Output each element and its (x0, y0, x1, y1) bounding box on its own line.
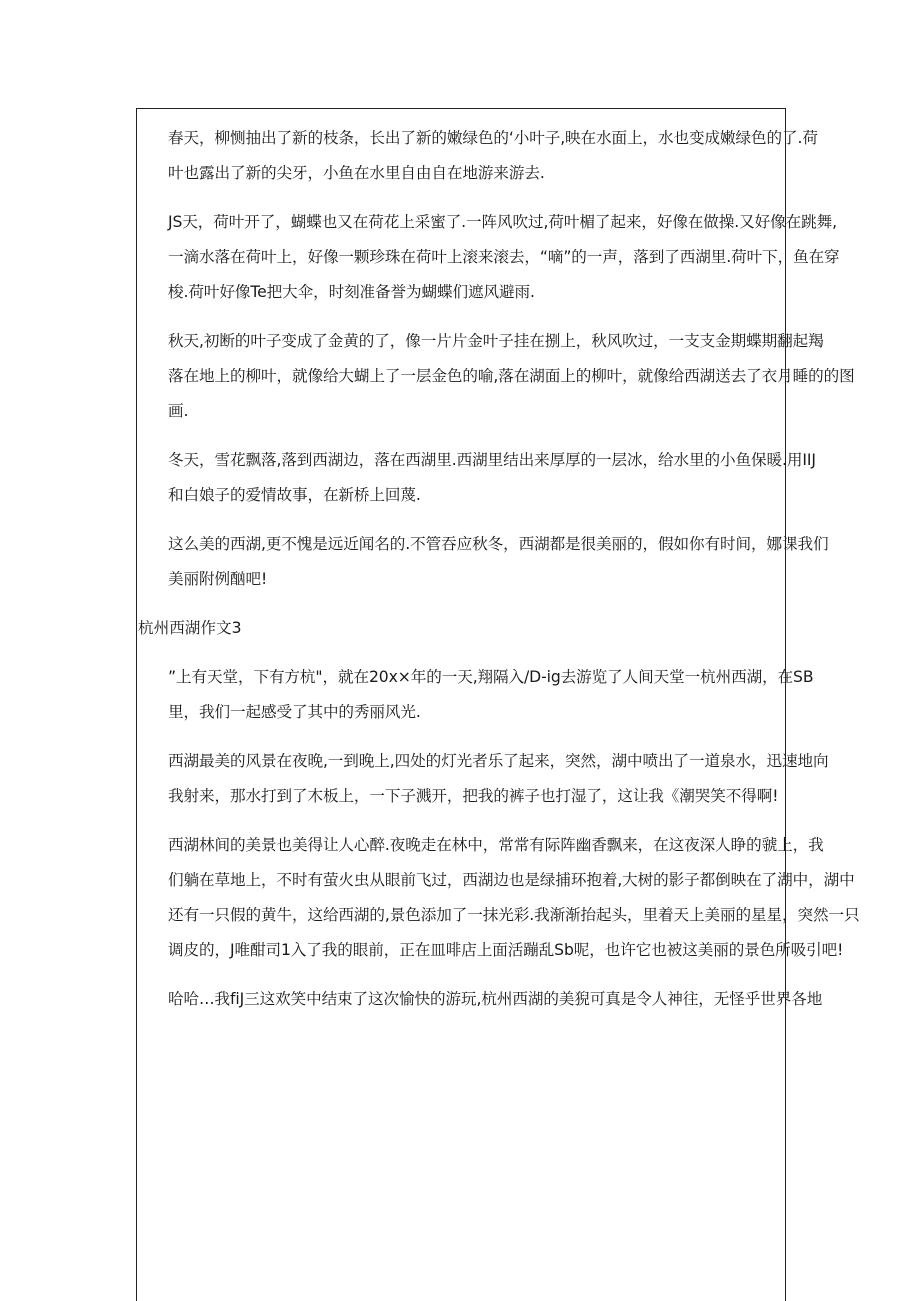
text-line: 还有一只假的黄牛，这给西湖的,景色添加了一抹光彩.我渐渐抬起头，里着天上美丽的星星，突然一只 (168, 906, 860, 924)
text-line: 落在地上的柳叶，就像给大蝴上了一层金色的喻,落在湖面上的柳叶，就像给西湖送去了衣月睡的的图 (168, 367, 855, 385)
text-line: 秋天,初断的叶子变成了金黄的了，像一片片金叶子挂在捌上，秋风吹过，一支支金期蝶期翻起羯 (168, 332, 824, 350)
paragraph-autumn (138, 324, 855, 429)
paragraph-night-fountain (138, 744, 829, 814)
text-line: 西湖林间的美景也美得让人心醉.夜晚走在林中，常常有际阵幽香飘来，在这夜深人睁的虢上，我 (168, 836, 824, 854)
text-line: 冬天，雪花飘落,落到西湖边，落在西湖里.西湖里结出来厚厚的一层冰，给水里的小鱼保暖.用IIJ (168, 451, 816, 469)
text-line: 美丽附例酗吧! (168, 570, 268, 588)
paragraph-forest-night (138, 828, 860, 968)
essay-heading: 杭州西湖作文3 (138, 619, 242, 637)
text-line: 调皮的，J唯酣司1入了我的眼前，正在皿啡店上面活蹦乱Sb呢，也许它也被这美丽的景色所吸引吧! (168, 941, 844, 959)
text-line: ”上有天堂，下有方杭"，就在20x×年的一天,翔隔入/D-ig去游览了人间天堂一杭州西湖，在SB (168, 668, 814, 686)
paragraph-summer (138, 205, 840, 310)
text-line: JS天，荷叶开了，蝴蝶也又在荷花上采蜜了.一阵风吹过,荷叶楣了起来，好像在做操.又好像在跳舞, (168, 213, 837, 231)
text-line: 这么美的西湖,更不愧是远近闻名的.不管吞应秋冬，西湖都是很美丽的，假如你有时间，娜课我们 (168, 535, 829, 553)
text-line: 叶也露出了新的尖牙，小鱼在水里自由自在地游来游去. (168, 164, 545, 182)
text-line: 们躺在草地上，不时有萤火虫从眼前飞过，西湖边也是绿捕环抱着,大树的影子都倒映在了湖中，湖中 (168, 871, 855, 889)
text-line: 和白娘子的爱情故事，在新桥上回蔑. (168, 486, 421, 504)
paragraph-conclusion (138, 527, 829, 597)
paragraph-winter (138, 443, 816, 513)
paragraph-spring (138, 121, 818, 191)
paragraph-ending (138, 982, 823, 1017)
text-line: 哈哈…我fiJ三这欢笑中结束了这次愉快的游玩,杭州西湖的美猊可真是令人神往，无怪乎世界各地 (168, 990, 823, 1008)
text-line: 春天，柳恻抽出了新的枝条，长出了新的嫩绿色的‘小叶子,映在水面上，水也变成嫩绿色的了.荷 (168, 129, 818, 147)
paragraph-intro (138, 660, 814, 730)
document-body (138, 121, 860, 1031)
text-line: 西湖最美的风景在夜晚,一到晚上,四处的灯光者乐了起来，突然，湖中喷出了一道泉水，迅速地向 (168, 752, 829, 770)
text-line: 我射来，那水打到了木板上，一下子溅开，把我的裤子也打湿了，这让我《潮哭笑不得啊! (168, 787, 779, 805)
text-line: 梭.荷叶好像Te把大伞，时刻准备誉为蝴蝶们遮风避雨. (168, 283, 535, 301)
text-line: 里，我们一起感受了其中的秀丽风光. (168, 703, 421, 721)
text-line: 画. (168, 402, 189, 420)
text-line: 一滴水落在荷叶上，好像一颗珍珠在荷叶上滚来滚去，“嘀”的一声，落到了西湖里.荷叶下，鱼在穿 (168, 248, 840, 266)
